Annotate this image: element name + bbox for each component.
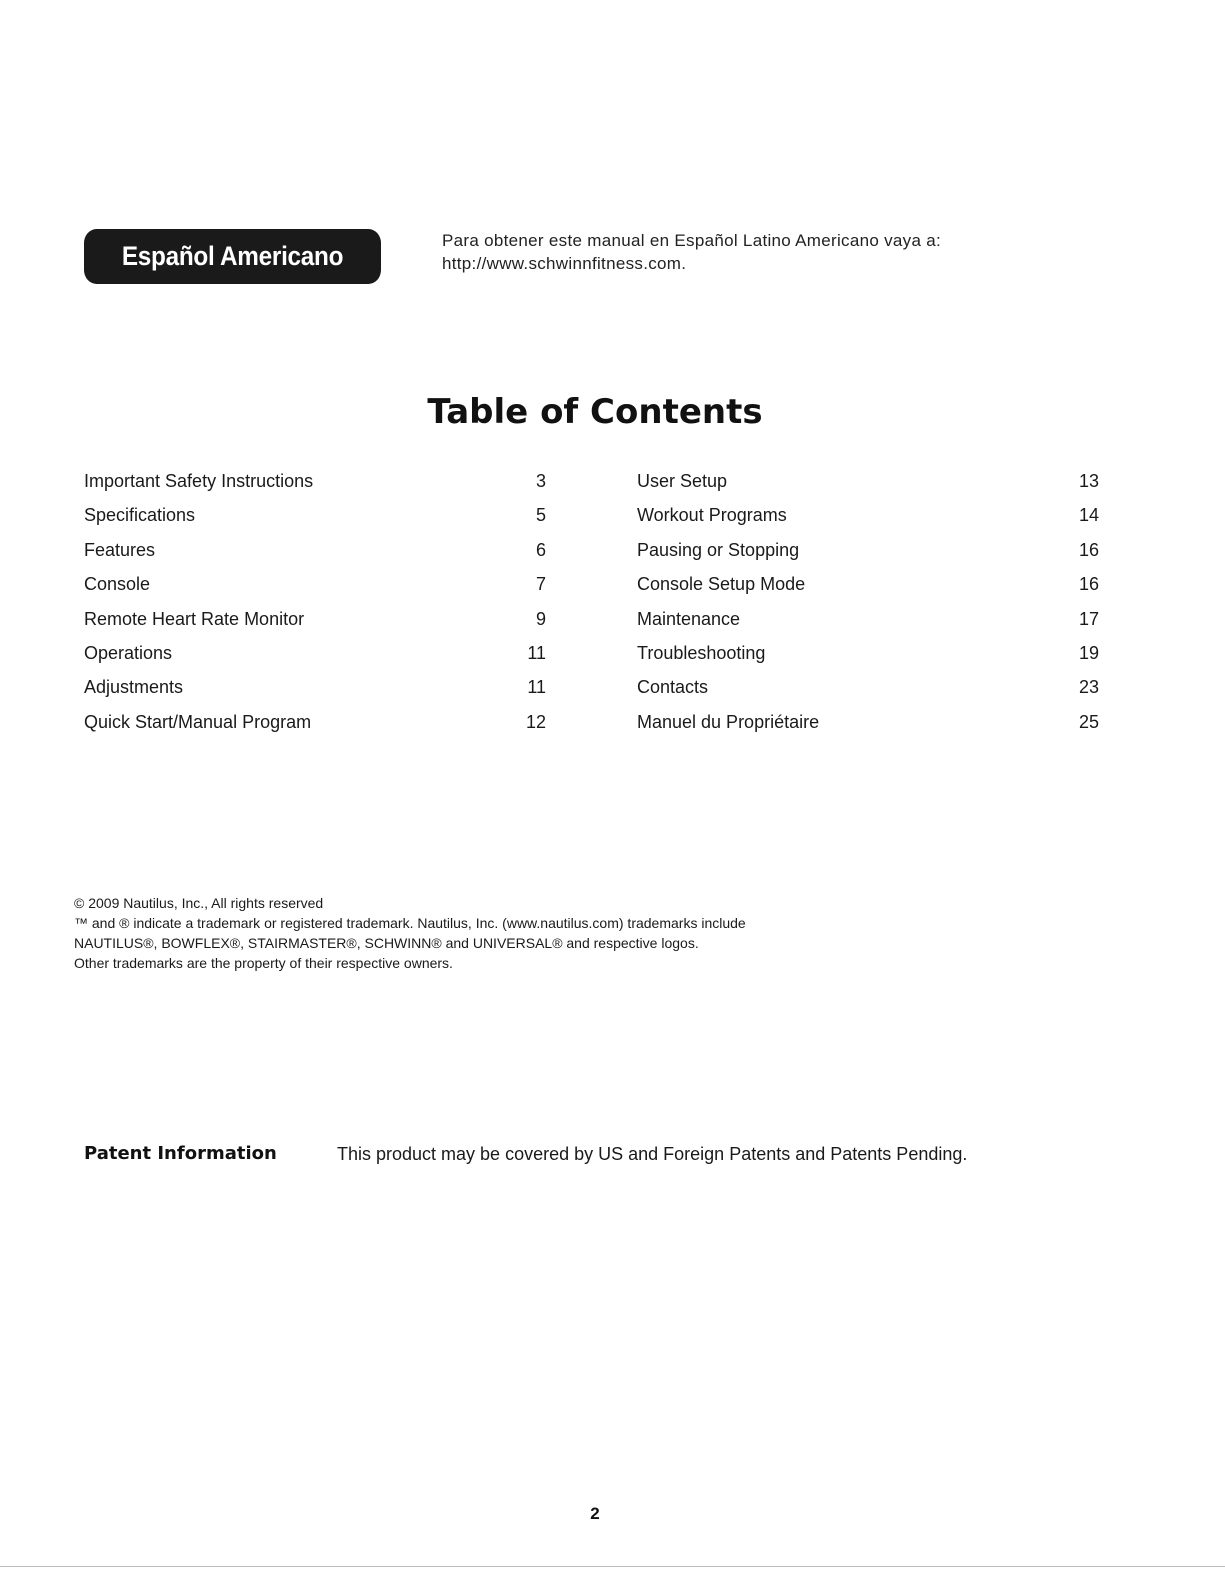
toc-entry-label: User Setup bbox=[637, 471, 728, 491]
toc-entry-page: 7 bbox=[535, 574, 546, 595]
toc-entry-label: Pausing or Stopping bbox=[637, 539, 800, 560]
toc-entry-page: 19 bbox=[1078, 642, 1099, 663]
patent-heading: Patent Information bbox=[84, 1143, 277, 1164]
toc-entry-page: 25 bbox=[1078, 711, 1099, 732]
toc-entry-label: Adjustments bbox=[84, 677, 184, 698]
toc-entry-label: Operations bbox=[84, 642, 173, 663]
toc-entry-page: 14 bbox=[1078, 505, 1099, 526]
language-notice-line: Para obtener este manual en Español Latino Americano vaya a: bbox=[442, 231, 942, 250]
toc-entry[interactable] bbox=[637, 605, 1099, 639]
language-notice bbox=[442, 229, 941, 275]
toc-entry-label: Manuel du Propriétaire bbox=[637, 711, 820, 732]
toc-entry-page: 5 bbox=[535, 505, 546, 526]
toc-entry[interactable] bbox=[637, 536, 1099, 570]
toc-entry-label: Maintenance bbox=[637, 608, 741, 629]
language-badge: Español Americano Latino bbox=[84, 229, 381, 284]
toc-entry-label: Contacts bbox=[637, 677, 709, 698]
toc-left-column bbox=[84, 467, 546, 742]
toc-entry[interactable] bbox=[84, 536, 546, 570]
toc-title: Table of Contents bbox=[427, 392, 763, 432]
toc-entry[interactable] bbox=[637, 708, 1099, 742]
toc-entry[interactable] bbox=[637, 501, 1099, 535]
toc-entry[interactable] bbox=[637, 467, 1099, 501]
toc-right-column bbox=[637, 467, 1099, 742]
toc-entry-page: 16 bbox=[1078, 539, 1099, 560]
toc-entry[interactable] bbox=[84, 708, 546, 742]
toc-entry[interactable] bbox=[637, 673, 1099, 707]
toc-entry-page: 11 bbox=[527, 677, 546, 698]
toc-entry-label: Features bbox=[84, 539, 156, 560]
toc-entry-label: Workout Programs bbox=[637, 505, 787, 526]
toc-entry-page: 11 bbox=[527, 642, 546, 663]
copyright-line: © 2009 Nautilus, Inc., All rights reserved bbox=[74, 895, 324, 911]
toc-entry-label: Console bbox=[84, 574, 151, 595]
toc-entry[interactable] bbox=[637, 570, 1099, 604]
toc-entry[interactable] bbox=[84, 570, 546, 604]
legal-notice bbox=[74, 893, 746, 973]
toc-entry-page: 17 bbox=[1078, 608, 1099, 629]
toc-entry-label: Quick Start/Manual Program bbox=[84, 711, 312, 732]
toc-entry[interactable] bbox=[84, 467, 546, 501]
bottom-divider bbox=[0, 1566, 1225, 1567]
toc-entry-page: 3 bbox=[535, 471, 546, 491]
toc-entry[interactable] bbox=[84, 605, 546, 639]
toc-entry[interactable] bbox=[637, 639, 1099, 673]
page-number: 2 bbox=[590, 1504, 600, 1523]
toc-entry-page: 16 bbox=[1078, 574, 1099, 595]
toc-entry-label: Specifications bbox=[84, 505, 196, 526]
toc-entry-page: 23 bbox=[1078, 677, 1099, 698]
trademark-brands-line: NAUTILUS®, BOWFLEX®, STAIRMASTER®, SCHWINN® and UNIVERSAL® and respective logos. bbox=[74, 935, 699, 951]
toc-entry-page: 12 bbox=[525, 711, 546, 732]
toc-entry-page: 13 bbox=[1078, 471, 1099, 491]
patent-text: This product may be covered by US and Foreign Patents and Patents Pending. bbox=[337, 1144, 968, 1164]
toc-entry[interactable] bbox=[84, 501, 546, 535]
language-notice-url[interactable]: http://www.schwinnfitness.com. bbox=[442, 254, 687, 273]
toc-entry[interactable] bbox=[84, 673, 546, 707]
toc-entry-page: 9 bbox=[535, 608, 546, 629]
toc-entry-label: Troubleshooting bbox=[637, 642, 766, 663]
toc-entry-page: 6 bbox=[535, 539, 546, 560]
other-trademarks-line: Other trademarks are the property of their respective owners. bbox=[74, 955, 453, 971]
trademark-line: ™ and ® indicate a trademark or registered trademark. Nautilus, Inc. (www.nautilus.com) trademarks include bbox=[74, 915, 746, 931]
toc-entry-label: Remote Heart Rate Monitor bbox=[84, 608, 305, 629]
toc-entry[interactable] bbox=[84, 639, 546, 673]
toc-entry-label: Console Setup Mode bbox=[637, 574, 806, 595]
toc-entry-label: Important Safety Instructions bbox=[84, 471, 314, 491]
